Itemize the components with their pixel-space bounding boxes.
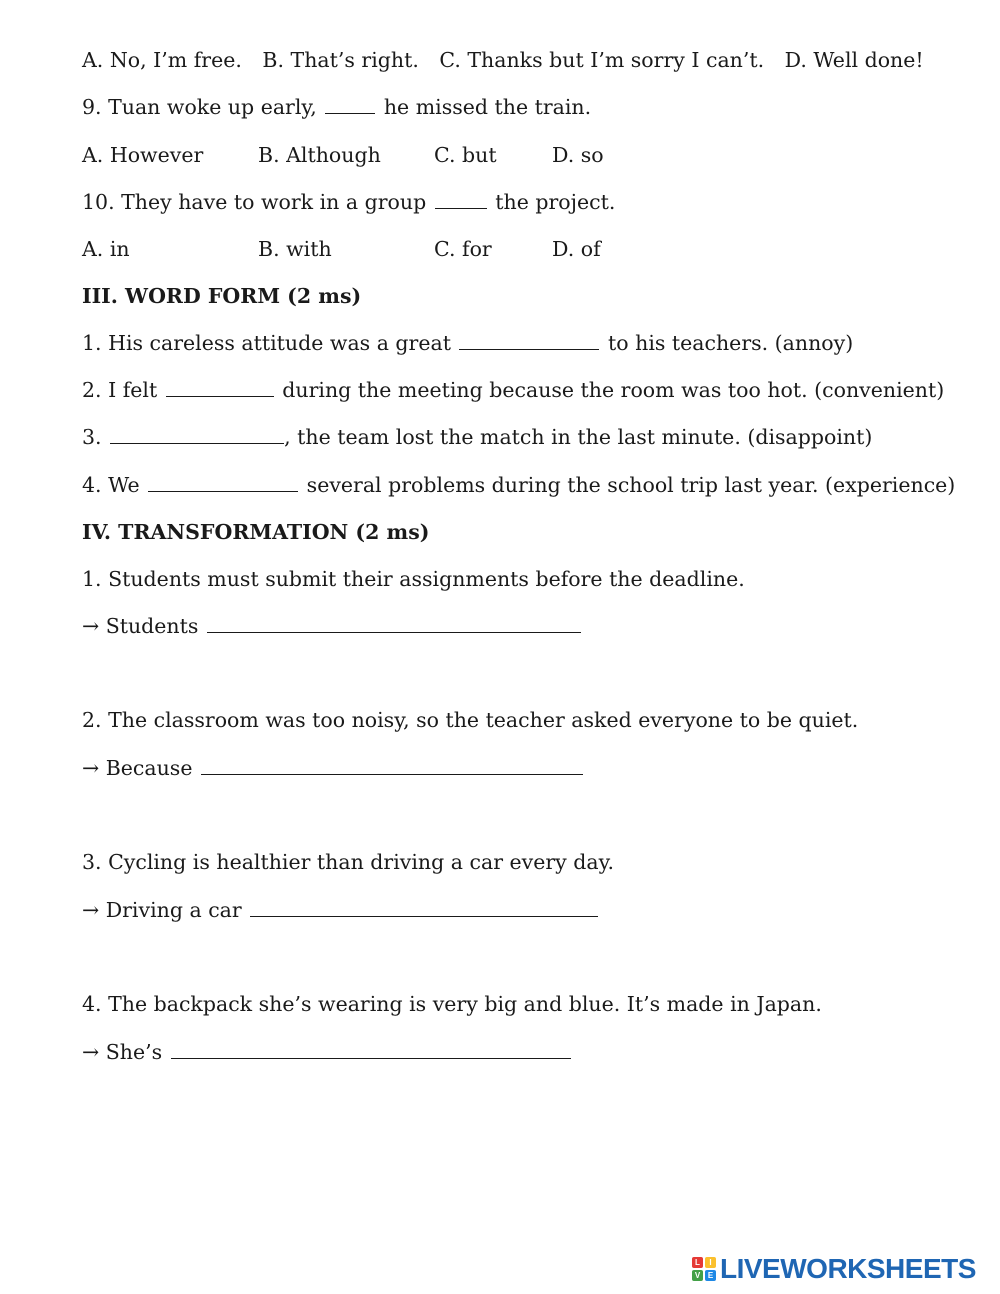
wf2-text-before: 2. I felt (82, 378, 158, 402)
transformation-answer-4 (82, 1039, 573, 1065)
t3-answer-blank[interactable] (250, 897, 598, 917)
transformation-answer-2 (82, 755, 585, 781)
logo-tile-i: I (705, 1257, 716, 1268)
t2-answer-blank[interactable] (201, 755, 583, 775)
q8-option-b[interactable]: B. That’s right. (262, 48, 419, 72)
t3-prompt: → Driving a car (82, 898, 242, 922)
q10-option-a[interactable]: A. in (82, 237, 130, 261)
liveworksheets-logo (692, 1254, 976, 1284)
word-form-item-2 (82, 377, 944, 403)
q10-option-b[interactable]: B. with (258, 237, 332, 261)
wf2-answer-blank[interactable] (166, 377, 274, 397)
q9-option-d[interactable]: D. so (552, 143, 604, 167)
q9-option-b[interactable]: B. Although (258, 143, 381, 167)
wf1-text-after: to his teachers. (annoy) (608, 331, 854, 355)
q9-question (82, 94, 591, 120)
q10-option-c[interactable]: C. for (434, 237, 492, 261)
t4-prompt: → She’s (82, 1040, 163, 1064)
q9-text-after: he missed the train. (383, 95, 592, 119)
q10-text-after: the project. (495, 190, 616, 214)
wf2-text-after: during the meeting because the room was too hot. (convenient) (282, 378, 945, 402)
wf1-answer-blank[interactable] (459, 330, 599, 350)
wf4-answer-blank[interactable] (148, 472, 298, 492)
transformation-heading: IV. TRANSFORMATION (2 ms) (82, 520, 430, 544)
transformation-sentence-1: 1. Students must submit their assignments before the deadline. (82, 567, 745, 591)
q9-option-c[interactable]: C. but (434, 143, 497, 167)
transformation-answer-1 (82, 613, 583, 639)
wf3-text-before: 3. (82, 425, 102, 449)
q10-option-d[interactable]: D. of (552, 237, 601, 261)
transformation-sentence-3: 3. Cycling is healthier than driving a car every day. (82, 850, 614, 874)
logo-text: LIVEWORKSHEETS (720, 1253, 976, 1284)
q8-options-row (82, 47, 924, 73)
q9-text-before: 9. Tuan woke up early, (82, 95, 317, 119)
liveworksheets-logo-icon (692, 1257, 716, 1281)
q8-option-c[interactable]: C. Thanks but I’m sorry I can’t. (439, 48, 765, 72)
wf3-text-after: , the team lost the match in the last minute. (disappoint) (284, 425, 873, 449)
word-form-heading: III. WORD FORM (2 ms) (82, 284, 362, 308)
logo-tile-e: E (705, 1270, 716, 1281)
wf3-answer-blank[interactable] (110, 424, 284, 444)
q10-text-before: 10. They have to work in a group (82, 190, 427, 214)
q10-answer-blank[interactable] (435, 189, 487, 209)
transformation-answer-3 (82, 897, 600, 923)
word-form-item-3 (82, 424, 872, 450)
transformation-sentence-4: 4. The backpack she’s wearing is very big and blue. It’s made in Japan. (82, 992, 822, 1016)
t1-answer-blank[interactable] (207, 613, 581, 633)
transformation-sentence-2: 2. The classroom was too noisy, so the teacher asked everyone to be quiet. (82, 708, 859, 732)
wf4-text-after: several problems during the school trip last year. (experience) (306, 473, 956, 497)
wf1-text-before: 1. His careless attitude was a great (82, 331, 451, 355)
logo-tile-l: L (692, 1257, 703, 1268)
t2-prompt: → Because (82, 756, 193, 780)
q9-answer-blank[interactable] (325, 94, 375, 114)
q8-option-a[interactable]: A. No, I’m free. (82, 48, 242, 72)
q8-option-d[interactable]: D. Well done! (784, 48, 924, 72)
q10-question (82, 189, 615, 215)
wf4-text-before: 4. We (82, 473, 140, 497)
t1-prompt: → Students (82, 614, 199, 638)
q9-option-a[interactable]: A. However (82, 143, 204, 167)
t4-answer-blank[interactable] (171, 1039, 571, 1059)
word-form-item-1 (82, 330, 853, 356)
word-form-item-4 (82, 472, 955, 498)
logo-tile-v: V (692, 1270, 703, 1281)
